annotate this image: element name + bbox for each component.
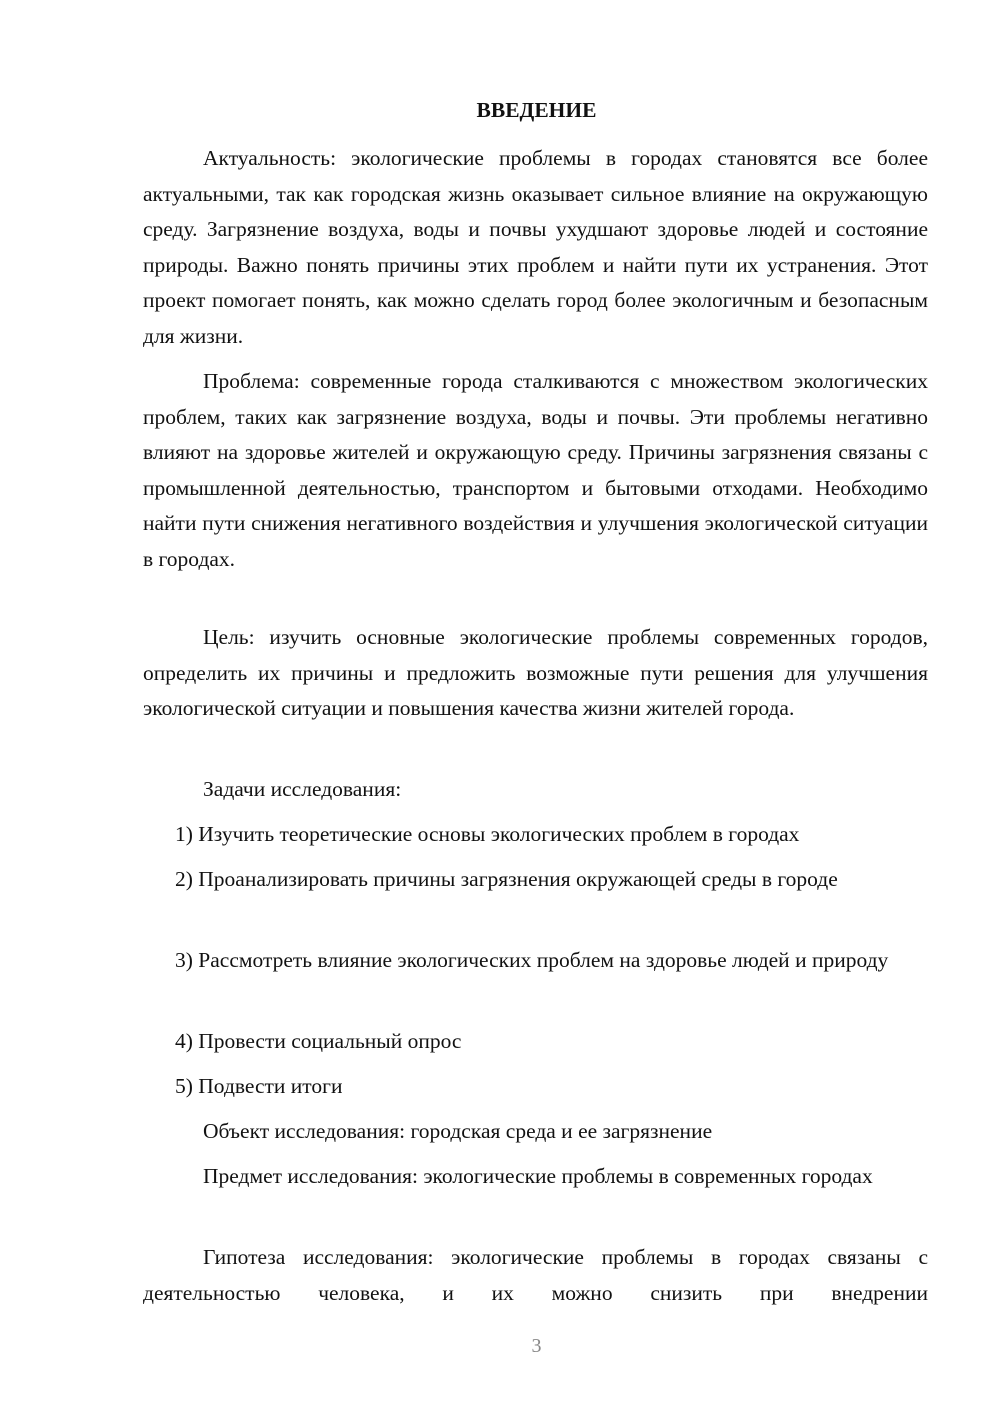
page-number: 3: [531, 1335, 542, 1357]
goal-paragraph: Цель: изучить основные экологические проблемы современных городов, определить их причины и предложить возможные пути решения для улучшения экологической ситуации и повышения качества жизни жителей города.: [143, 625, 928, 720]
page-title: ВВЕДЕНИЕ: [476, 98, 597, 122]
relevance-paragraph: Актуальность: экологические проблемы в городах становятся все более актуальными, так как городская жизнь оказывает сильное влияние на окружающую среду. Загрязнение воздуха, воды и почвы ухудшают здоровье людей и состояние природы. Важно понять причины этих проблем и найти пути их устранения. Этот проект помогает понять, как можно сделать город более экологичным и безопасным для жизни.: [143, 146, 928, 348]
task-item-4: 4) Провести социальный опрос: [175, 1029, 462, 1053]
research-object: Объект исследования: городская среда и ее загрязнение: [203, 1119, 713, 1143]
problem-paragraph: Проблема: современные города сталкиваются с множеством экологических проблем, таких как загрязнение воздуха, воды и почвы. Эти проблемы негативно влияют на здоровье жителей и окружающую среду. Причины загрязнения связаны с промышленной деятельностью, транспортом и бытовыми отходами. Необходимо найти пути снижения негативного воздействия и улучшения экологической ситуации в городах.: [143, 369, 928, 571]
task-item-2: 2) Проанализировать причины загрязнения окружающей среды в городе: [175, 867, 838, 891]
task-item-3: 3) Рассмотреть влияние экологических проблем на здоровье людей и природу: [175, 948, 889, 972]
tasks-heading: Задачи исследования:: [203, 777, 402, 801]
task-item-5: 5) Подвести итоги: [175, 1074, 343, 1098]
task-item-1: 1) Изучить теоретические основы экологических проблем в городах: [175, 822, 800, 846]
research-subject: Предмет исследования: экологические проблемы в современных городах: [203, 1164, 873, 1188]
research-hypothesis: Гипотеза исследования: экологические проблемы в городах связаны с деятельностью человека, и их можно снизить при внедрении: [143, 1245, 928, 1305]
